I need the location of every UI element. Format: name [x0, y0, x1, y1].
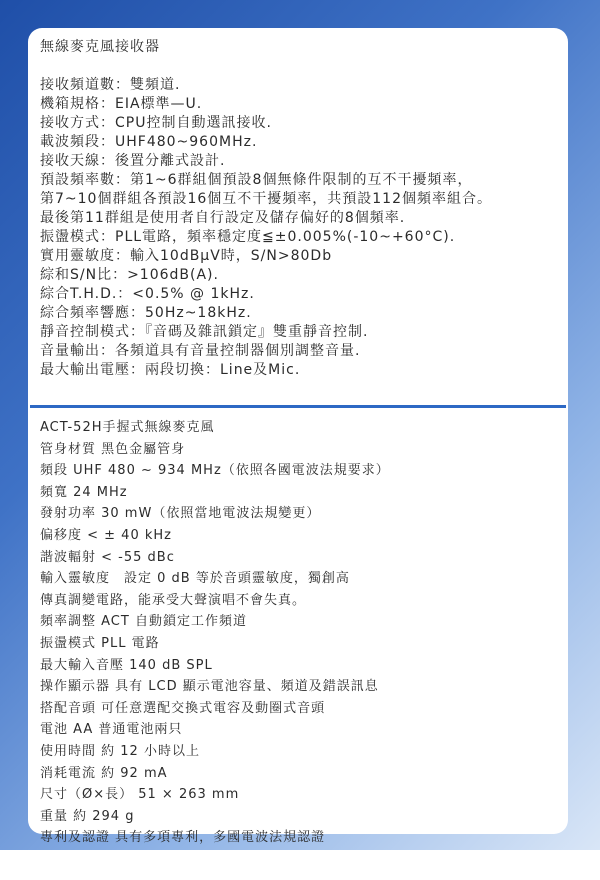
bottom-white-strip — [0, 850, 600, 880]
spec-line: 頻寬 24 MHz — [40, 484, 128, 500]
spec-line: 綜合頻率響應：50Hz~18kHz. — [40, 305, 252, 321]
spec-line: 振盪模式：PLL電路，頻率穩定度≦±0.005%(-10~+60°C). — [40, 229, 456, 245]
receiver-title: 無線麥克風接收器 — [40, 39, 160, 55]
spec-line: 第7~10個群組各預設16個互不干擾頻率，共預設112個頻率組合。 — [40, 191, 492, 207]
receiver-spec-list — [40, 76, 560, 380]
spec-line: 消耗電流 約 92 mA — [40, 765, 168, 781]
spec-line: 機箱規格：EIA標準—U. — [40, 96, 203, 112]
spec-line: 預設頻率數：第1~6群組個預設8個無條件限制的互不干擾頻率， — [40, 172, 473, 188]
spec-card — [28, 28, 568, 846]
spec-line: 諧波輻射 < -55 dBc — [40, 549, 175, 565]
spec-line: 操作顯示器 具有 LCD 顯示電池容量、頻道及錯誤訊息 — [40, 679, 379, 695]
spec-line: 最大輸出電壓：兩段切換：Line及Mic. — [40, 362, 301, 378]
spec-line: 接收天線：後置分離式設計. — [40, 153, 226, 169]
spec-line: 接收方式：CPU控制自動選訊接收. — [40, 115, 272, 131]
spec-line: 使用時間 約 12 小時以上 — [40, 743, 200, 759]
spec-line: 載波頻段：UHF480~960MHz. — [40, 134, 258, 150]
spec-line: 搭配音頭 可任意選配交換式電容及動圈式音頭 — [40, 700, 326, 716]
spec-line: 管身材質 黑色金屬管身 — [40, 441, 186, 457]
microphone-section — [40, 417, 560, 849]
spec-line: 實用靈敏度：輸入10dBμV時，S/N>80Db — [40, 248, 333, 264]
spec-line: 最後第11群組是使用者自行設定及儲存偏好的8個頻率. — [40, 210, 406, 226]
section-divider — [30, 405, 566, 408]
spec-line: 專利及認證 具有多項專利，多國電波法規認證 — [40, 830, 326, 846]
spec-line: 輸入靈敏度 設定 0 dB 等於音頭靈敏度，獨創高 — [40, 571, 350, 587]
spec-line: 傳真調變電路，能承受大聲演唱不會失真。 — [40, 592, 307, 608]
spec-line: 頻段 UHF 480 ~ 934 MHz（依照各國電波法規要求） — [40, 463, 390, 479]
receiver-section — [40, 36, 560, 380]
spec-line: 最大輸入音壓 140 dB SPL — [40, 657, 213, 673]
spec-line: 尺寸（Ø×長） 51 × 263 mm — [40, 787, 240, 803]
spec-line: 綜和S/N比：>106dB(A). — [40, 267, 219, 283]
spec-line: 綜合T.H.D.：<0.5% @ 1kHz. — [40, 286, 255, 302]
spec-line: 重量 約 294 g — [40, 808, 135, 824]
spec-line: 靜音控制模式：『音碼及雜訊鎖定』雙重靜音控制. — [40, 324, 369, 340]
spec-line: 振盪模式 PLL 電路 — [40, 635, 160, 651]
spec-line: 偏移度 < ± 40 kHz — [40, 527, 172, 543]
spec-line: 音量輸出：各頻道具有音量控制器個別調整音量. — [40, 343, 361, 359]
spec-line: 頻率調整 ACT 自動鎖定工作頻道 — [40, 614, 247, 630]
spec-line: 發射功率 30 mW（依照當地電波法規變更） — [40, 506, 321, 522]
spec-line: 電池 AA 普通電池兩只 — [40, 722, 183, 738]
microphone-title: ACT-52H手握式無線麥克風 — [40, 420, 215, 435]
spec-line: 接收頻道數：雙頻道. — [40, 77, 181, 93]
